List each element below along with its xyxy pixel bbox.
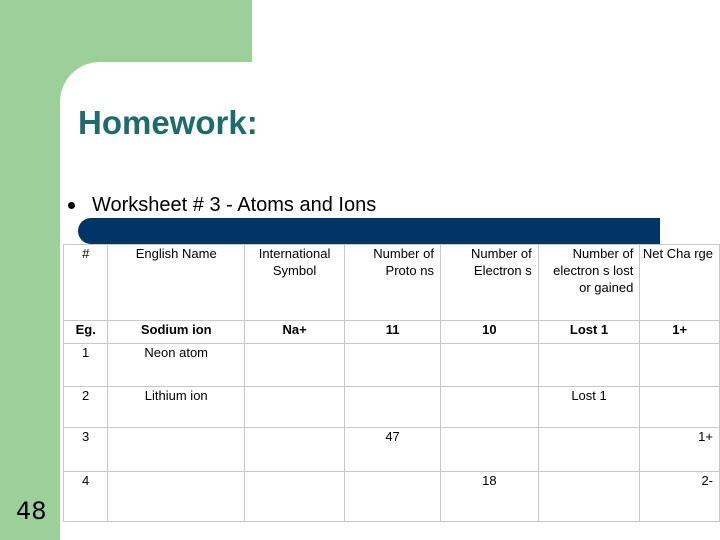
table-cell: Lithium ion	[108, 387, 245, 428]
table-cell	[108, 472, 245, 522]
table-cell	[244, 428, 344, 472]
table-cell: Sodium ion	[108, 321, 245, 344]
homework-table	[63, 244, 720, 522]
table-cell: Lost 1	[538, 321, 640, 344]
header-cell-protons: Number of Proto ns	[345, 245, 441, 321]
table-cell	[640, 387, 720, 428]
table-row	[64, 321, 720, 344]
table-cell: 2-	[640, 472, 720, 522]
table-cell: Lost 1	[538, 387, 640, 428]
bullet-item	[68, 191, 376, 219]
header-cell-electrons-lost-gained: Number of electron s lost or gained	[538, 245, 640, 321]
table-row	[64, 428, 720, 472]
table-cell	[440, 387, 538, 428]
table-cell: Eg.	[64, 321, 108, 344]
header-cell-international-symbol: International Symbol	[244, 245, 344, 321]
header-cell-number: #	[64, 245, 108, 321]
table-cell	[640, 344, 720, 387]
slide-title: Homework:	[78, 104, 258, 141]
table-row	[64, 472, 720, 522]
bullet-text: Worksheet # 3 - Atoms and Ions	[92, 193, 377, 216]
header-cell-electrons: Number of Electron s	[440, 245, 538, 321]
table-cell	[244, 344, 344, 387]
table-cell	[440, 344, 538, 387]
table-cell: 18	[440, 472, 538, 522]
table-cell: 2	[64, 387, 108, 428]
table-row	[64, 344, 720, 387]
table-cell: 3	[64, 428, 108, 472]
table-cell	[244, 387, 344, 428]
table-cell: 1	[64, 344, 108, 387]
table-cell: 47	[345, 428, 441, 472]
table-cell: 1+	[640, 428, 720, 472]
title-underline-bar	[78, 218, 660, 244]
table-cell: Neon atom	[108, 344, 245, 387]
table-cell: 10	[440, 321, 538, 344]
table-cell	[244, 472, 344, 522]
table-cell	[108, 428, 245, 472]
table-cell	[538, 428, 640, 472]
table-cell	[345, 472, 441, 522]
table-cell: 1+	[640, 321, 720, 344]
table-cell	[345, 344, 441, 387]
table-cell: 4	[64, 472, 108, 522]
bullet-dot-icon	[68, 202, 75, 209]
table-cell: Na+	[244, 321, 344, 344]
header-cell-net-charge: Net Cha rge	[640, 245, 720, 321]
table-header-row	[64, 245, 720, 321]
table-cell: 11	[345, 321, 441, 344]
table-cell	[538, 472, 640, 522]
table-row	[64, 387, 720, 428]
page-number: 48	[16, 497, 47, 525]
table-cell	[345, 387, 441, 428]
table-cell	[538, 344, 640, 387]
table-cell	[440, 428, 538, 472]
header-cell-english-name: English Name	[108, 245, 245, 321]
decorative-green-sidebar	[0, 0, 60, 540]
